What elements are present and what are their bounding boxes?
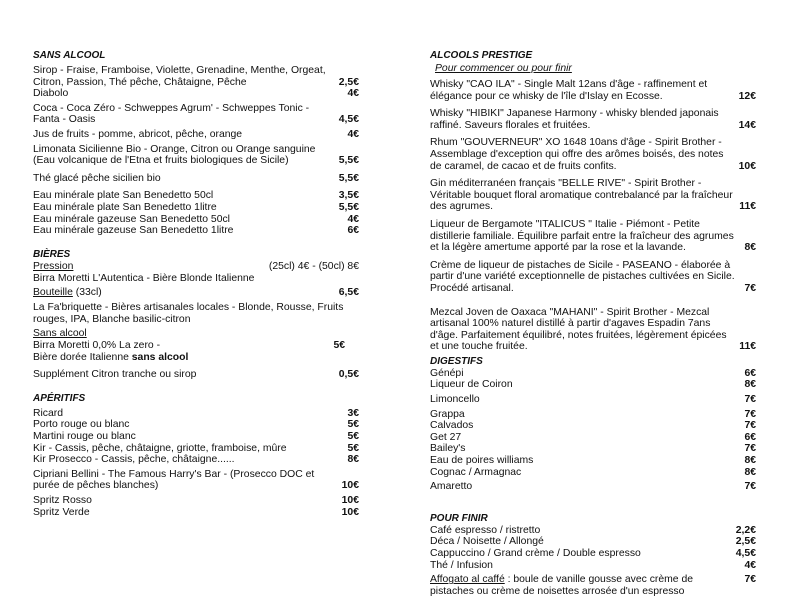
menu-item: Jus de fruits - pomme, abricot, pêche, orange 4€ (33, 128, 359, 140)
section-pour-finir (430, 513, 756, 598)
price: 8€ (744, 379, 756, 391)
section-title: DIGESTIFS (430, 355, 483, 367)
menu-item: Sirop - Fraise, Framboise, Violette, Grenadine, Menthe, Orgeat, Citron, Passion, Thé pêche, Châtaigne, Pêche 2,5€ (33, 65, 359, 88)
menu-item: Cappuccino / Grand crème / Double espresso 4,5€ (430, 548, 756, 559)
price: 12€ (738, 90, 756, 102)
price: 4,5€ (735, 548, 756, 559)
menu-item: Gin méditerranéen français "BELLE RIVE" - Spirit Brother - Véritable bouquet floral aromatique contrebalancé par la fraîcheur des agrumes. 11€ (430, 178, 756, 213)
price: 10€ (341, 480, 359, 492)
menu-item: Cipriani Bellini - The Famous Harry's Bar - (Prosecco DOC et purée de pêches blanches) 10€ (33, 468, 359, 492)
price: 11€ (739, 341, 756, 353)
price: 2,5€ (735, 536, 756, 548)
price: 7€ (744, 443, 756, 455)
section-title: SANS ALCOOL (33, 50, 106, 61)
menu-item: Porto rouge ou blanc 5€ (33, 419, 359, 431)
price: 5€ (347, 419, 359, 431)
section-title: ALCOOLS PRESTIGE (430, 50, 533, 61)
price: 7€ (744, 420, 756, 432)
menu-item: Déca / Noisette / Allongé 2,5€ (430, 536, 756, 548)
menu-item: Grappa 7€ (430, 408, 756, 420)
menu-item-line: Bière dorée Italienne sans alcool (33, 351, 189, 363)
menu-item: Eau minérale plate San Benedetto 1litre 5,5€ (33, 201, 359, 213)
menu-item: Limoncello 7€ (430, 394, 756, 406)
menu-item: Kir Prosecco - Cassis, pêche, châtaigne...... 8€ (33, 454, 359, 466)
menu-item: Eau minérale gazeuse San Benedetto 1litre 6€ (33, 225, 359, 237)
price: 2,5€ (338, 76, 359, 88)
menu-item: Ricard 3€ (33, 407, 359, 419)
sans-alcool-row (33, 328, 359, 340)
price: 8€ (347, 454, 359, 466)
price: 5,5€ (338, 172, 359, 184)
menu-item: Whisky "CAO ILA" - Single Malt 12ans d'âge - raffinement et élégance pour ce whisky de l'île d'Islay en Ecosse. 12€ (430, 79, 756, 102)
price: 7€ (744, 394, 756, 406)
price: 7€ (744, 481, 756, 493)
section-bieres (33, 249, 359, 381)
section-sans-alcool (33, 50, 359, 237)
price: 4€ (347, 213, 359, 225)
menu-item: Amaretto 7€ (430, 481, 756, 493)
price: 8€ (744, 242, 756, 254)
price: 10€ (341, 495, 359, 507)
menu-item: Diabolo 4€ (33, 88, 359, 100)
menu-item: Get 27 6€ (430, 431, 756, 443)
price: 4€ (347, 88, 359, 100)
left-column (33, 50, 359, 518)
price: 5,5€ (338, 155, 359, 167)
menu-item: Eau minérale plate San Benedetto 50cl 3,5€ (33, 190, 359, 202)
price: 4€ (347, 128, 359, 140)
price: 7€ (744, 282, 756, 294)
price: 3,5€ (338, 190, 359, 202)
menu-item: Limonata Sicilienne Bio - Orange, Citron ou Orange sanguine (Eau volcanique de l'Etna et fruits biologiques de Sicile) 5,5€ (33, 143, 359, 167)
menu-item: Calvados 7€ (430, 420, 756, 432)
price: 6€ (744, 367, 756, 379)
price: 4€ (744, 559, 756, 571)
price: 3€ (347, 407, 359, 419)
section-digestifs (430, 356, 756, 493)
price: 11€ (739, 201, 756, 213)
price: 6€ (744, 431, 756, 443)
price: 7€ (744, 574, 756, 586)
section-aperitifs (33, 393, 359, 518)
price: 8€ (744, 466, 756, 478)
menu-item: Bailey's 7€ (430, 443, 756, 455)
price: 2,2€ (735, 524, 756, 536)
price: 5€ (347, 442, 359, 454)
menu-item: Kir - Cassis, pêche, châtaigne, griotte, framboise, mûre 5€ (33, 442, 359, 454)
price: 5€ (333, 340, 345, 352)
section-alcools-prestige (430, 50, 756, 353)
menu-item: Thé glacé pêche sicilien bio 5,5€ (33, 172, 359, 184)
pression-row (33, 261, 359, 273)
menu-item: Martini rouge ou blanc 5€ (33, 431, 359, 443)
price: 5,5€ (338, 201, 359, 213)
menu-item: Génépi 6€ (430, 367, 756, 379)
price: 6,5€ (338, 287, 359, 299)
menu-item: Birra Moretti 0,0% La zero - 5€ (33, 340, 359, 352)
menu-item: Eau minérale gazeuse San Benedetto 50cl 4€ (33, 213, 359, 225)
section-subtitle: Pour commencer ou pour finir (435, 63, 572, 74)
bouteille-label: Bouteille (33, 287, 73, 299)
section-title: POUR FINIR (430, 512, 488, 524)
price: 6€ (347, 225, 359, 237)
menu-item: Birra Moretti L'Autentica - Bière Blonde Italienne (33, 272, 255, 284)
pression-price: (25cl) 4€ - (50cl) 8€ (268, 261, 359, 273)
price: 14€ (738, 119, 756, 131)
price: 8€ (744, 455, 756, 467)
price: 4,5€ (338, 114, 359, 126)
price: 7€ (744, 408, 756, 420)
right-column (430, 50, 756, 597)
menu-item: Coca - Coca Zéro - Schweppes Agrum' - Schweppes Tonic - Fanta - Oasis 4,5€ (33, 102, 359, 126)
pression-label: Pression (33, 260, 74, 272)
menu-item: Crème de liqueur de pistaches de Sicile - PASEANO - élaborée à partir d'une variété exceptionnelle de pistaches cultivées en Sicile. Procédé artisanal. 7€ (430, 259, 756, 294)
sans-alcool-label: Sans alcool (33, 328, 87, 340)
menu-item: Liqueur de Bergamote "ITALICUS " Italie - Piémont - Petite distillerie familiale. Équilibre parfait entre la fraîcheur des agrumes et la légère amertume apporté par la rose et la lavande. 8€ (430, 218, 756, 254)
supplement-row: Supplément Citron tranche ou sirop 0,5€ (33, 369, 359, 381)
menu-item: Cognac / Armagnac 8€ (430, 466, 756, 478)
bouteille-row: Bouteille (33cl) 6,5€ (33, 287, 359, 299)
menu-item: Eau de poires williams 8€ (430, 455, 756, 467)
menu-item: La Fa'briquette - Bières artisanales locales - Blonde, Rousse, Fruits rouges, IPA, Blanche basilic-citron (33, 301, 344, 325)
affogato-item: Affogato al caffé : boule de vanille gousse avec crème de pistaches ou crème de noisettes arrosée d'un espresso 7€ (430, 574, 756, 597)
section-title: BIÈRES (33, 248, 71, 260)
section-title: APÉRITIFS (33, 392, 86, 404)
price: 10€ (341, 506, 359, 518)
price: 10€ (738, 160, 756, 172)
menu-item: Spritz Verde 10€ (33, 506, 359, 518)
menu-item: Rhum "GOUVERNEUR" XO 1648 10ans d'âge - Spirit Brother - Assemblage d'exception qui offre des arômes boisés, des notes de caramel, de cacao et de fruits confits. 10€ (430, 137, 756, 172)
affogato-label: Affogato al caffé (430, 574, 505, 586)
price: 5€ (347, 431, 359, 443)
menu-item: Café espresso / ristretto 2,2€ (430, 524, 756, 536)
menu-item: Whisky "HIBIKI" Japanese Harmony - whisky blended japonais raffiné. Saveurs florales et fruitées. 14€ (430, 108, 756, 131)
menu-item: Thé / Infusion 4€ (430, 559, 756, 571)
menu-item: Liqueur de Coiron 8€ (430, 379, 756, 391)
price: 0,5€ (338, 369, 359, 381)
menu-item: Mezcal Joven de Oaxaca "MAHANI" - Spirit Brother - Mezcal artisanal 100% naturel distillé à partir d'agaves Espadin 7ans d'âge. Parfaitement équilibré, notes fruitées, légèrement épicées et une touche fruitée. 11€ (430, 306, 756, 353)
menu-item: Spritz Rosso 10€ (33, 495, 359, 507)
